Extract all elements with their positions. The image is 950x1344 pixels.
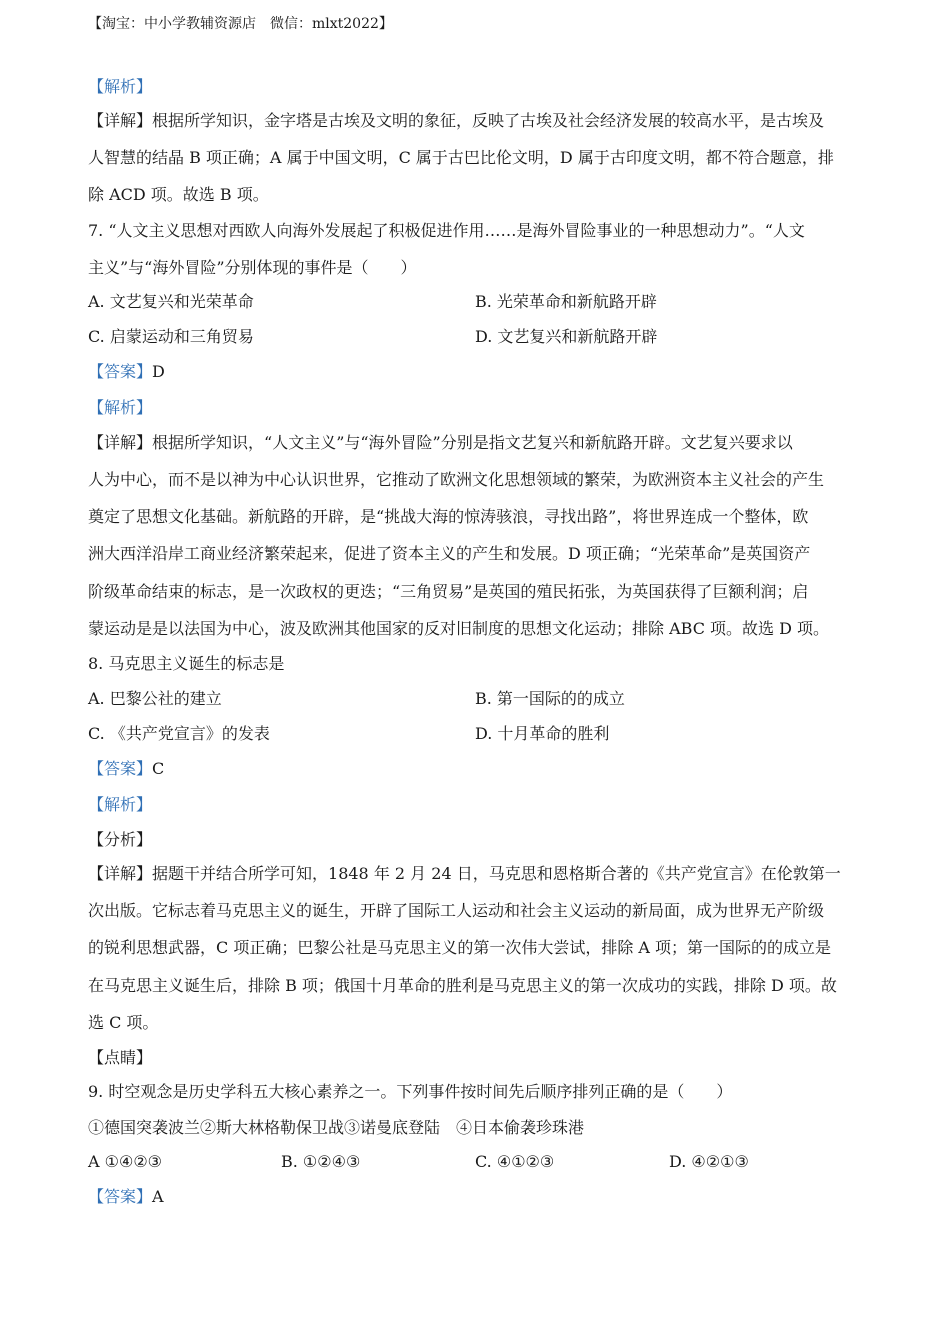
- q7-option-b: B. 光荣革命和新航路开辟: [475, 292, 657, 311]
- question-8-stem: 8. 马克思主义诞生的标志是: [88, 654, 285, 673]
- q7-option-d: D. 文艺复兴和新航路开辟: [475, 327, 658, 346]
- question-7-stem: 7. “人文主义思想对西欧人向海外发展起了积极促进作用……是海外冒险事业的一种思想动力”。“人文: [88, 221, 805, 240]
- detail-line: 蒙运动是是以法国为中心，波及欧洲其他国家的反对旧制度的思想文化运动；排除 ABC 项。故选 D 项。: [88, 619, 830, 638]
- detail-tag: 【详解】: [88, 111, 153, 130]
- q9-option-a: A ①④②③: [88, 1152, 163, 1171]
- question-9-stem: 9. 时空观念是历史学科五大核心素养之一。下列事件按时间先后顺序排列正确的是（ ）: [88, 1082, 733, 1101]
- analysis-tag: 【解析】: [88, 795, 153, 814]
- q9-answer: 【答案】A: [88, 1187, 164, 1206]
- q7-option-a: A. 文艺复兴和光荣革命: [88, 292, 254, 311]
- q8-option-c: C. 《共产党宣言》的发表: [88, 724, 270, 743]
- detail-line: 次出版。它标志着马克思主义的诞生，开辟了国际工人运动和社会主义运动的新局面，成为世界无产阶级: [88, 901, 825, 920]
- dianjing-tag: 【点睛】: [88, 1048, 153, 1067]
- detail-line: 在马克思主义诞生后，排除 B 项；俄国十月革命的胜利是马克思主义的第一次成功的实践，排除 D 项。故: [88, 976, 837, 995]
- answer-tag: 【答案】: [88, 1187, 153, 1206]
- answer-tag: 【答案】: [88, 362, 153, 381]
- detail-line: 选 C 项。: [88, 1013, 159, 1032]
- q9-option-b: B. ①②④③: [281, 1152, 361, 1171]
- q8-option-b: B. 第一国际的的成立: [475, 689, 625, 708]
- q9-option-c: C. ④①②③: [475, 1152, 555, 1171]
- detail-tag: 【详解】: [88, 433, 153, 452]
- question-9-events: ①德国突袭波兰②斯大林格勒保卫战③诺曼底登陆 ④日本偷袭珍珠港: [88, 1118, 585, 1137]
- detail-line: 【详解】据题干并结合所学可知，1848 年 2 月 24 日，马克思和恩格斯合著的《共产党宣言》在伦敦第一: [88, 864, 841, 883]
- detail-line: 的锐利思想武器，C 项正确；巴黎公社是马克思主义的第一次伟大尝试，排除 A 项；第一国际的的成立是: [88, 938, 832, 957]
- q8-answer: 【答案】C: [88, 759, 165, 778]
- answer-tag: 【答案】: [88, 759, 153, 778]
- detail-tag: 【详解】: [88, 864, 153, 883]
- analysis-tag: 【解析】: [88, 398, 153, 417]
- detail-line: 除 ACD 项。故选 B 项。: [88, 185, 269, 204]
- question-7-stem: 主义”与“海外冒险”分别体现的事件是（ ）: [88, 258, 417, 277]
- q7-answer: 【答案】D: [88, 362, 165, 381]
- detail-line: 阶级革命结束的标志，是一次政权的更迭；“三角贸易”是英国的殖民拓张，为英国获得了巨额利润；启: [88, 582, 809, 601]
- q8-option-a: A. 巴黎公社的建立: [88, 689, 222, 708]
- q7-option-c: C. 启蒙运动和三角贸易: [88, 327, 254, 346]
- detail-line: 【详解】根据所学知识，“人文主义”与“海外冒险”分别是指文艺复兴和新航路开辟。文艺复兴要求以: [88, 433, 793, 452]
- detail-line: 人智慧的结晶 B 项正确；A 属于中国文明，C 属于古巴比伦文明，D 属于古印度文明，都不符合题意，排: [88, 148, 834, 167]
- page-header: 【淘宝：中小学教辅资源店 微信：mlxt2022】: [88, 16, 393, 32]
- detail-line: 洲大西洋沿岸工商业经济繁荣起来，促进了资本主义的产生和发展。D 项正确；“光荣革命”是英国资产: [88, 544, 811, 563]
- detail-line: 【详解】根据所学知识，金字塔是古埃及文明的象征，反映了古埃及社会经济发展的较高水平，是古埃及: [88, 111, 825, 130]
- q8-option-d: D. 十月革命的胜利: [475, 724, 610, 743]
- analysis-tag: 【解析】: [88, 77, 153, 96]
- detail-line: 人为中心，而不是以神为中心认识世界，它推动了欧洲文化思想领域的繁荣，为欧洲资本主义社会的产生: [88, 470, 825, 489]
- fenxi-tag: 【分析】: [88, 830, 153, 849]
- detail-line: 奠定了思想文化基础。新航路的开辟，是“挑战大海的惊涛骇浪，寻找出路”，将世界连成一个整体，欧: [88, 507, 809, 526]
- q9-option-d: D. ④②①③: [669, 1152, 749, 1171]
